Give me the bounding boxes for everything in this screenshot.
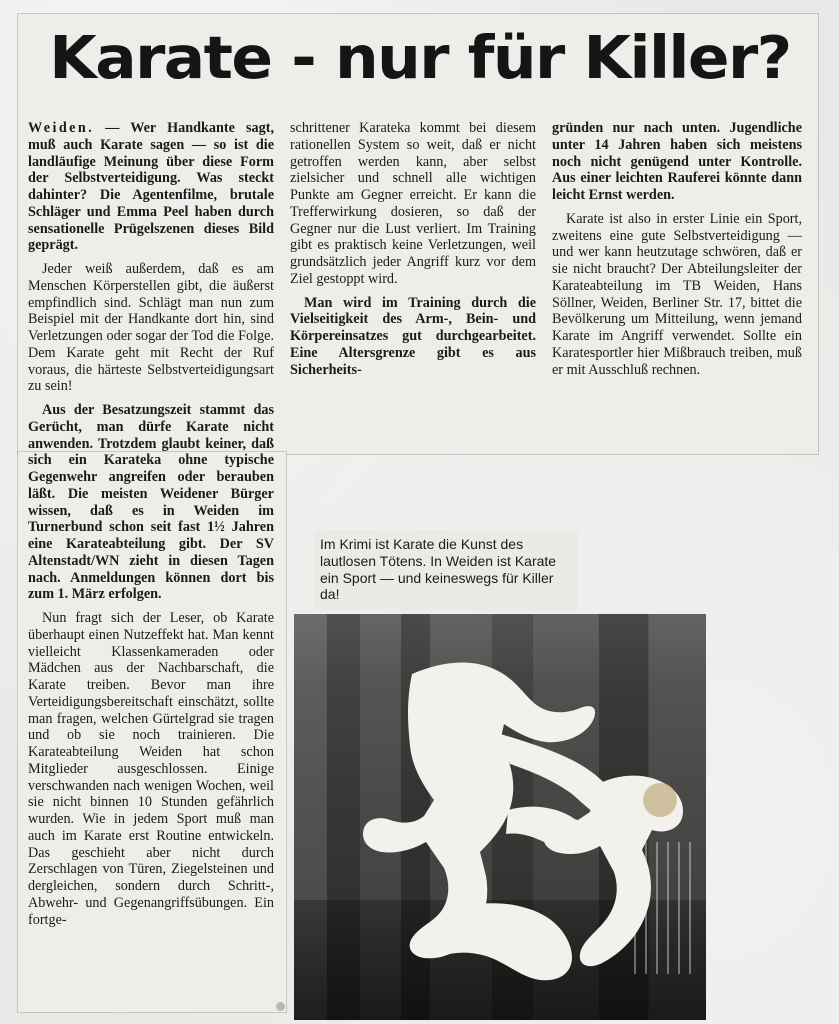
paper-mark: [276, 1002, 285, 1011]
karate-photo: [294, 614, 706, 1020]
photo-block: [294, 530, 706, 1022]
article-column-1: [28, 120, 274, 935]
photo-caption: Im Krimi ist Karate die Kunst des lautlosen Tötens. In Weiden ist Karate ein Sport — und keineswegs für Killer da!: [314, 530, 578, 611]
paragraph: Aus der Besatzungszeit stammt das Gerücht, man dürfe Karate nicht anwenden. Trotzdem glaubt keiner, daß sich ein Karateka ohne typische Gegenwehr angreifen oder berauben läßt. Die meisten Weidener Bürger wissen, daß es in Weiden im Turnerbund schon seit fast 1½ Jahren eine Karateabteilung gibt. Der SV Altenstadt/WN zieht in diesen Tagen nach. Anmeldungen können dort bis zum 1. März erfolgen.: [28, 402, 274, 603]
paragraph-text: — Wer Handkante sagt, muß auch Karate sagen — so ist die landläufige Meinung über diese Form der Selbstverteidigung. Was steckt dahinter? Die Agentenfilme, brutale Schläger und Emma Peel haben durch sensationelle Prügelszenen dieses Bild geprägt.: [28, 120, 274, 254]
paragraph: Nun fragt sich der Leser, ob Karate überhaupt einen Nutzeffekt hat. Man kennt vielleicht Klassenkameraden oder Mädchen aus der Nachbarschaft, die Karate treiben. Bevor man ihre Verteidigungsbereitschaft einschätzt, sollte man fragen, welchen Gürtelgrad sie tragen und ob sie noch trainieren. Die Karateabteilung Weiden hat schon Mitglieder ausgeschlossen. Einige verschwanden nach wenigen Wochen, weil sie nicht binnen 10 Stunden gefährlich wurden. Wie in jedem Sport muß man auch im Karate erst Routine entwickeln. Das geschieht aber nicht durch Zerschlagen von Türen, Ziegelsteinen und dergleichen, sondern durch Schritt-, Abwehr- und Gegenangriffsübungen. Ein fortge-: [28, 610, 274, 928]
paragraph: schrittener Karateka kommt bei diesem rationellen System so weit, daß er nicht getroffen werden kann, aber selbst zielsicher und schnell alle wichtigen Punkte am Gegner erreicht. Er kann die Trefferwirkung dosieren, so daß der Gegner nur die Lust verliert. Im Training gibt es praktisch keine Verletzungen, weil grundsätzlich jeder Angriff kurz vor dem Ziel gestoppt wird.: [290, 120, 536, 287]
paragraph: Man wird im Training durch die Vielseitigkeit des Arm-, Bein- und Körpereinsatzes gut durchgearbeitet. Eine Altersgrenze gibt es aus Sicherheits-: [290, 294, 536, 378]
karate-figures-silhouette: [294, 614, 706, 1020]
paragraph: Jeder weiß außerdem, daß es am Menschen Körperstellen gibt, die äußerst empfindlich sind. Schlägt man nun zum Beispiel mit der Handkante dort hin, sind Verletzungen oder sogar der Tod die Folge. Dem Karate geht mit Recht der Ruf voraus, die härteste Selbstverteidigungsart zu sein!: [28, 261, 274, 395]
dateline: Weiden.: [28, 120, 95, 136]
paragraph: gründen nur nach unten. Jugendliche unter 14 Jahren haben sich meistens noch nicht genügend unter Kontrolle. Aus einer leichten Rauferei könnte dann leicht Ernst werden.: [552, 120, 802, 203]
paragraph: Karate ist also in erster Linie ein Sport, zweitens eine gute Selbstverteidigung — und wer kann heutzutage schwören, daß er sie nicht braucht? Der Abteilungsleiter der Karateabteilung im TB Weiden, Hans Söllner, Weiden, Berliner Str. 17, bittet die Bevölkerung um Mitteilung, wenn jemand Karate im Angriff verwendet. Sollte ein Karatesportler hier Mißbrauch treiben, muß er mit Ausschluß rechnen.: [552, 210, 802, 378]
page-title: Karate - nur für Killer?: [49, 23, 791, 92]
paragraph: [28, 120, 274, 254]
